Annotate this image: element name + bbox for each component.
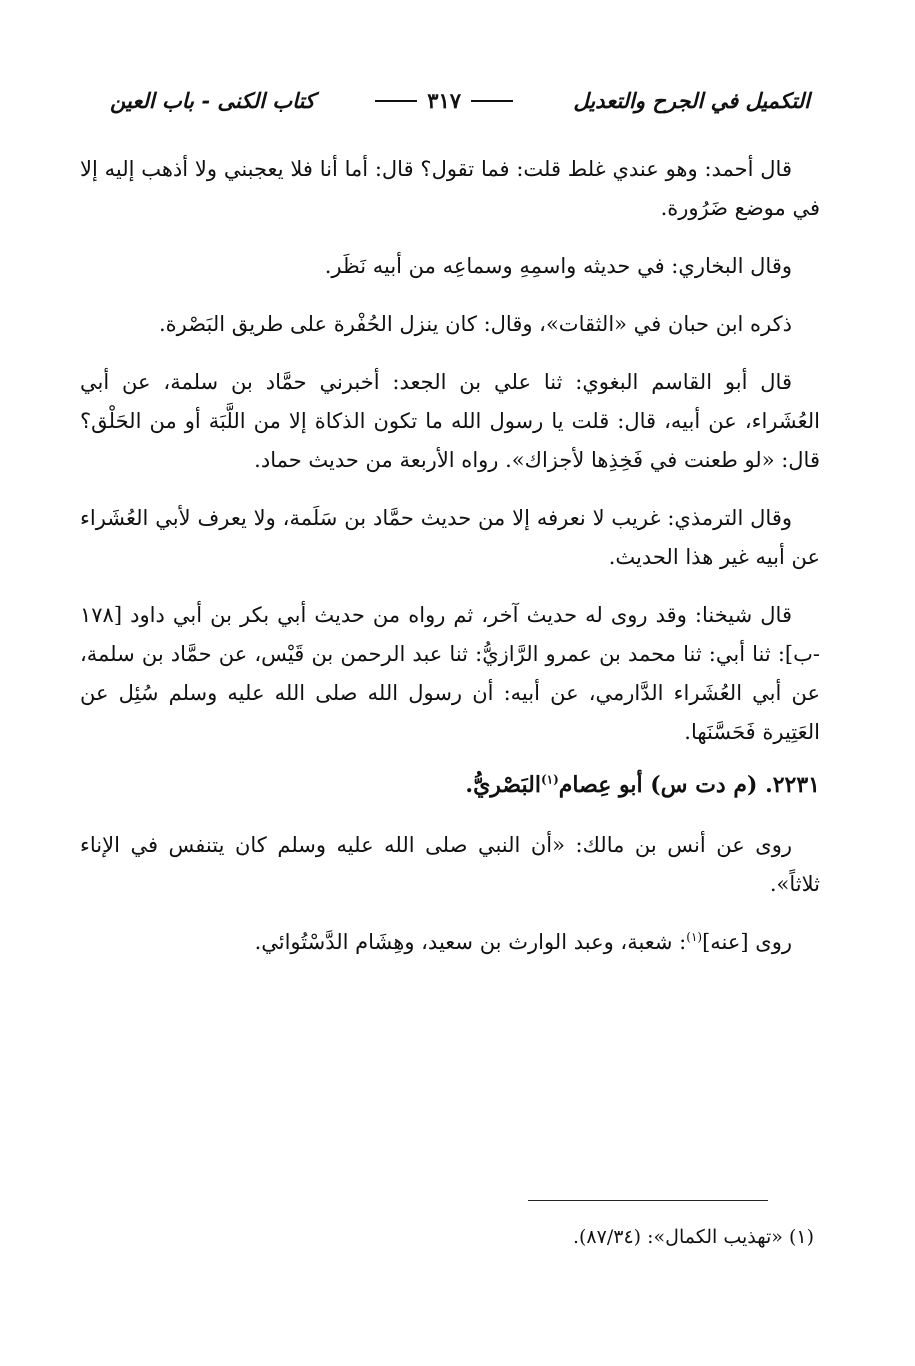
page-number: ٣١٧	[427, 88, 462, 113]
paragraph-baghawi: قال أبو القاسم البغوي: ثنا علي بن الجعد: أخبرني حمَّاد بن سلمة، عن أبي العُشَراء، عن أبيه، قال: قلت يا رسول الله ما تكون الذكاة إلا من اللَّبَة أو من الحَلْق؟ قال: «لو طعنت في فَخِذِها لأجزاك». رواه الأربعة من حديث حماد.	[80, 370, 820, 472]
running-head	[110, 86, 810, 116]
entry-heading	[80, 766, 820, 804]
entry-symbols: (م دت س)	[650, 772, 758, 798]
header-dash-right	[471, 100, 513, 102]
paragraph-ahmad: قال أحمد: وهو عندي غلط قلت: فما تقول؟ قال: أما أنا فلا يعجبني ولا أذهب إليه إلا في موضع ضَرُورة.	[80, 157, 820, 220]
paragraph-bukhari: وقال البخاري: في حديثه واسمِهِ وسماعِه من أبيه نَظَر.	[324, 254, 792, 278]
footnote-separator	[528, 1200, 768, 1201]
main-text	[80, 150, 820, 981]
header-dash-left	[375, 100, 417, 102]
book-title: التكميل في الجرح والتعديل	[573, 88, 810, 113]
paragraph-ibn-hibban: ذكره ابن حبان في «الثقات»، وقال: كان ينزل الحُفْرة على طريق البَصْرة.	[159, 312, 792, 336]
section-title: كتاب الكنى - باب العين	[110, 88, 315, 113]
paragraph-tirmidhi: وقال الترمذي: غريب لا نعرفه إلا من حديث حمَّاد بن سَلَمة، ولا يعرف لأبي العُشَراء عن أبيه غير هذا الحديث.	[80, 506, 820, 569]
narrators-list: : شعبة، وعبد الوارث بن سعيد، وهِشَام الدَّسْتُوائي.	[254, 930, 687, 954]
entry-footnote-marker: (١)	[540, 772, 559, 787]
entry-nisba: البَصْريُّ.	[465, 772, 541, 798]
paragraph-narrators	[80, 923, 820, 962]
paragraph-shaykhuna: قال شيخنا: وقد روى له حديث آخر، ثم رواه من حديث أبي بكر بن أبي داود [١٧٨ -ب]: ثنا أبي: ثنا محمد بن عمرو الرَّازيُّ: ثنا عبد الرحمن بن قَيْس، عن حمَّاد بن سلمة، عن أبي العُشَراء الدَّارمي، عن أبيه: أن رسول الله صلى الله عليه وسلم سُئِل عن العَتِيرة فَحَسَّنَها.	[80, 603, 820, 744]
page-number-group	[365, 86, 523, 116]
paragraph-anas: روى عن أنس بن مالك: «أن النبي صلى الله عليه وسلم كان يتنفس في الإناء ثلاثاً».	[80, 833, 820, 896]
entry-name: أبو عِصام	[558, 772, 643, 798]
narrators-footnote-marker: (١)	[686, 930, 703, 944]
entry-number: ٢٢٣١.	[765, 772, 820, 798]
footnote-1: (١) «تهذيب الكمال»: (٨٧/٣٤).	[572, 1226, 814, 1248]
narrators-lead: روى [عنه]	[702, 930, 792, 954]
